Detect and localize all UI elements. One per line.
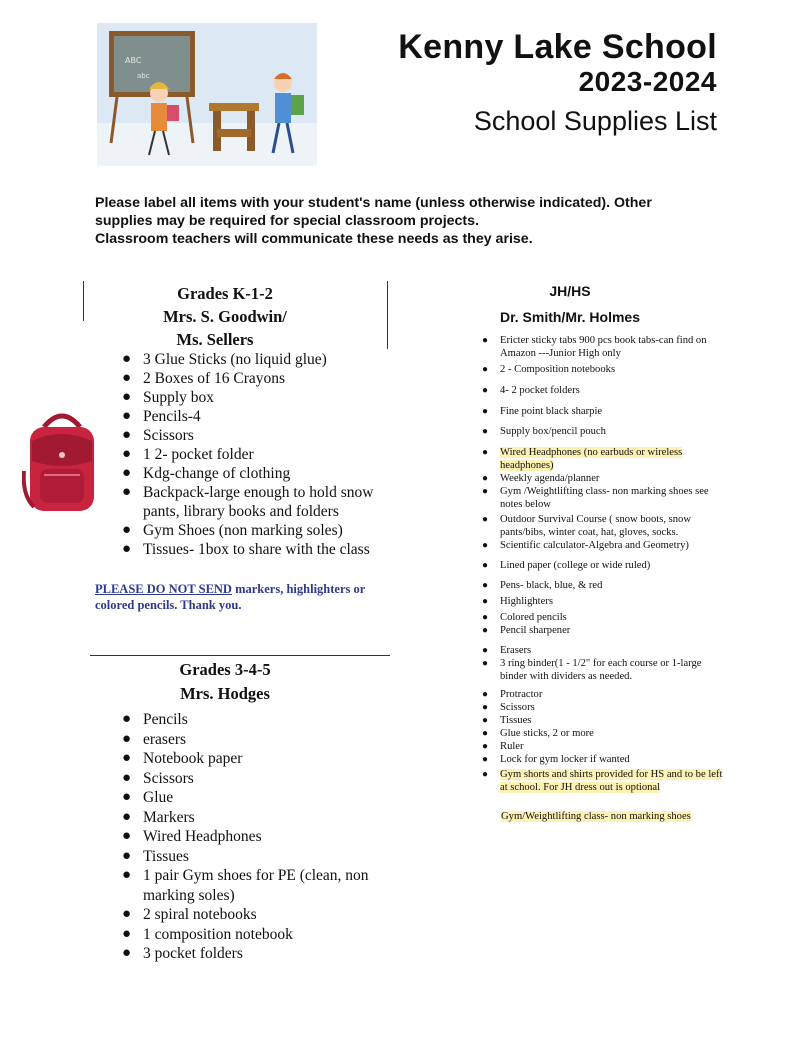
bullet-icon: ●: [122, 541, 132, 557]
list-item: ● Fine point black sharpie: [482, 406, 603, 417]
list-item: ● Pencils: [122, 711, 188, 728]
backpack-icon: [22, 411, 102, 515]
bullet-icon: ●: [482, 715, 489, 726]
k12-teacher-name-2: Ms. Sellers: [176, 330, 254, 349]
bullet-icon: ●: [122, 808, 132, 825]
bullet-icon: ●: [482, 702, 489, 713]
bullet-icon: ●: [122, 522, 132, 538]
svg-text:abc: abc: [137, 72, 150, 80]
list-item: ● 4- 2 pocket folders: [482, 385, 580, 396]
g345-teacher-name: Mrs. Hodges: [180, 684, 270, 703]
list-item: ● Pens- black, blue, & red: [482, 580, 603, 591]
bullet-icon: ●: [482, 769, 489, 780]
bullet-icon: ●: [482, 426, 489, 437]
k12-supply-list: [119, 350, 389, 559]
bullet-icon: ●: [122, 484, 132, 500]
bullet-icon: ●: [482, 728, 489, 739]
classroom-illustration: [97, 23, 317, 166]
bullet-icon: ●: [482, 514, 489, 525]
bullet-icon: ●: [482, 385, 489, 396]
list-item: ● Gym /Weightlifting class- non marking shoes see notes below: [482, 486, 709, 510]
bullet-icon: ●: [482, 689, 489, 700]
list-item: ● Tissues- 1box to share with the class: [122, 541, 370, 558]
bullet-icon: ●: [122, 730, 132, 747]
list-item: ● 1 composition notebook: [122, 925, 293, 943]
list-item: ● erasers: [122, 730, 187, 748]
list-item: ● Scissors: [122, 769, 194, 787]
list-item: ● Lined paper (college or wide ruled): [482, 560, 651, 571]
list-item: ● Kdg-change of clothing: [122, 465, 291, 482]
list-item: ● Scissors: [482, 702, 535, 713]
bullet-icon: ●: [482, 560, 489, 571]
do-not-send-notice: [95, 581, 375, 613]
list-item: ● Glue sticks, 2 or more: [482, 728, 594, 739]
jhhs-teacher-name: Dr. Smith/Mr. Holmes: [499, 309, 641, 325]
do-not-send-text: markers, highlighters or colored pencils. Thank you.: [95, 582, 366, 612]
jhhs-grade-heading: JH/HS: [549, 283, 591, 299]
bullet-icon: ●: [482, 473, 489, 484]
list-item: ● Tissues: [482, 715, 532, 726]
bullet-icon: ●: [482, 335, 489, 346]
bullet-icon: ●: [482, 754, 489, 765]
list-item: ● Lock for gym locker if wanted: [482, 754, 630, 765]
bullet-icon: ●: [482, 447, 489, 458]
list-item: ● Tissues: [122, 847, 189, 865]
bullet-icon: ●: [122, 427, 132, 443]
list-item: ● Protractor: [482, 689, 543, 700]
list-item: ● Gym shorts and shirts provided for HS and to be left at school. For JH dress out is optional: [482, 769, 723, 793]
k12-teacher-name: Mrs. S. Goodwin/: [163, 307, 287, 326]
bullet-icon: ●: [482, 364, 489, 375]
list-item: ● Wired Headphones (no earbuds or wireless headphones): [482, 447, 683, 471]
bullet-icon: ●: [122, 465, 132, 481]
list-item: ● Pencils-4: [122, 408, 201, 425]
bullet-icon: ●: [122, 370, 132, 386]
bullet-icon: ●: [122, 351, 132, 367]
bullet-icon: ●: [482, 486, 489, 497]
bullet-icon: ●: [122, 789, 132, 805]
gym-note: Gym/Weightlifting class- non marking shoes: [501, 811, 691, 822]
bullet-icon: ●: [482, 645, 489, 656]
do-not-send-label: PLEASE DO NOT SEND: [95, 582, 232, 596]
list-item: ● 3 Glue Sticks (no liquid glue): [122, 351, 327, 368]
bullet-icon: ●: [482, 625, 489, 636]
bullet-icon: ●: [482, 406, 489, 417]
divider-line: [83, 281, 84, 321]
school-year: 2023-2024: [578, 66, 717, 97]
bullet-icon: ●: [122, 867, 132, 883]
list-item: ● Supply box: [122, 389, 215, 406]
list-item: ● Ruler: [482, 741, 524, 752]
bullet-icon: ●: [482, 658, 489, 669]
bullet-icon: ●: [122, 906, 132, 922]
list-item: ● Markers: [122, 808, 195, 826]
bullet-icon: ●: [122, 446, 132, 462]
bullet-icon: ●: [122, 945, 132, 961]
bullet-icon: ●: [482, 741, 489, 752]
list-item: ● Scissors: [122, 427, 194, 444]
list-item: ● 2 - Composition notebooks: [482, 364, 616, 375]
jhhs-supply-list: [478, 334, 728, 794]
list-item: ● Scientific calculator-Algebra and Geometry): [482, 540, 689, 551]
list-item: ● Highlighters: [482, 596, 553, 607]
bullet-icon: ●: [122, 828, 132, 844]
bullet-icon: ●: [122, 925, 132, 942]
list-item: ● Wired Headphones: [122, 828, 262, 845]
k12-grade-heading: Grades K-1-2: [177, 284, 273, 303]
bullet-icon: ●: [482, 612, 489, 623]
list-item: ● 2 Boxes of 16 Crayons: [122, 370, 286, 387]
intro-line: Classroom teachers will communicate these needs as they arise.: [95, 231, 533, 247]
divider-line: [387, 281, 388, 349]
svg-text:ABC: ABC: [125, 56, 142, 65]
list-item: ● Glue: [122, 789, 174, 806]
bullet-icon: ●: [482, 540, 489, 551]
bullet-icon: ●: [482, 596, 489, 607]
list-item: ● Gym Shoes (non marking soles): [122, 522, 343, 539]
bullet-icon: ●: [122, 750, 132, 766]
list-item: ● Pencil sharpener: [482, 625, 571, 636]
list-item: ● Weekly agenda/planner: [482, 473, 600, 484]
intro-instructions: [95, 194, 735, 248]
bullet-icon: ●: [122, 711, 132, 727]
bullet-icon: ●: [122, 769, 132, 786]
list-item: ● 3 ring binder(1 - 1/2" for each course or 1-large binder with dividers as needed.: [482, 658, 702, 682]
bullet-icon: ●: [122, 389, 132, 405]
list-item: ● 3 pocket folders: [122, 945, 243, 962]
list-item: ● Notebook paper: [122, 750, 243, 767]
list-item: ● 1 2- pocket folder: [122, 446, 254, 463]
bullet-icon: ●: [122, 847, 132, 864]
list-item: ● Ericter sticky tabs 900 pcs book tabs-can find on Amazon ---Junior High only: [482, 335, 707, 359]
list-item: ● Backpack-large enough to hold snow pants, library books and folders: [122, 484, 374, 520]
bullet-icon: ●: [122, 408, 132, 424]
g345-supply-list: [119, 710, 399, 964]
intro-line: Please label all items with your student's name (unless otherwise indicated). Other: [95, 195, 652, 211]
g345-grade-heading: Grades 3-4-5: [179, 660, 271, 679]
school-name: Kenny Lake School: [398, 28, 717, 66]
section-divider: [90, 655, 390, 656]
list-item: ● Supply box/pencil pouch: [482, 426, 606, 437]
list-title: School Supplies List: [473, 106, 717, 136]
bullet-icon: ●: [482, 580, 489, 591]
list-item: ● 1 pair Gym shoes for PE (clean, non marking soles): [122, 867, 369, 904]
list-item: ● 2 spiral notebooks: [122, 906, 257, 923]
intro-line: supplies may be required for special classroom projects.: [95, 213, 479, 229]
list-item: ● Colored pencils: [482, 612, 567, 623]
list-item: ● Erasers: [482, 645, 532, 656]
list-item: ● Outdoor Survival Course ( snow boots, snow pants/bibs, winter coat, hat, gloves, socks.: [482, 514, 691, 538]
